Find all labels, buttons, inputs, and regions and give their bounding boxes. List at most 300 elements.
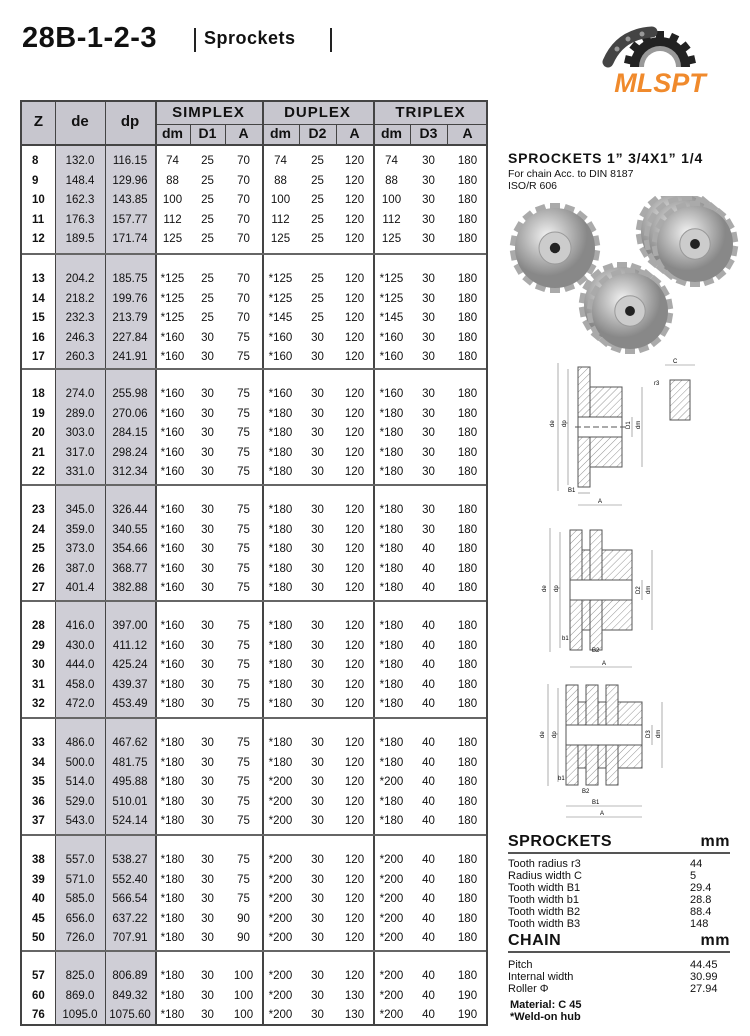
table-cell: 416.0	[65, 620, 95, 632]
table-row	[22, 309, 486, 329]
table-cell: 10	[32, 194, 45, 206]
table-cell: 120	[344, 504, 365, 516]
table-cell: *180	[268, 639, 293, 652]
table-cell: 120	[344, 543, 365, 555]
table-cell: *160	[160, 659, 185, 671]
table-cell: 112	[382, 213, 401, 226]
page-subtitle: Sprockets	[204, 28, 296, 48]
label-b1: B1	[568, 488, 576, 494]
table-row	[22, 579, 486, 599]
table-cell: 15	[32, 312, 45, 324]
table-row	[22, 348, 486, 368]
sprocket-photo	[510, 203, 600, 293]
table-cell: 40	[422, 562, 435, 575]
table-cell: 30	[311, 523, 324, 536]
table-cell: 495.88	[112, 776, 148, 788]
table-cell: *125	[379, 273, 404, 285]
table-cell: 75	[237, 582, 250, 594]
table-cell: 30	[311, 504, 324, 516]
table-row	[22, 754, 486, 774]
table-cell: 180	[457, 213, 478, 226]
table-cell: 180	[457, 756, 478, 769]
table-cell: 130	[344, 1009, 365, 1021]
table-cell: 524.14	[112, 815, 148, 827]
table-cell: 171.74	[112, 233, 148, 245]
table-row	[22, 695, 486, 715]
label-de: de	[540, 731, 546, 738]
table-cell: 180	[457, 639, 478, 652]
table-row	[22, 424, 486, 444]
table-cell: 22	[32, 466, 45, 478]
table-cell: *180	[160, 893, 185, 905]
table-cell: 30	[422, 194, 435, 206]
group-separator	[22, 253, 486, 255]
table-row	[22, 793, 486, 813]
table-cell: 75	[237, 388, 250, 400]
table-cell: 180	[457, 194, 478, 206]
table-cell: 656.0	[65, 912, 95, 925]
sprocket-photo	[652, 201, 738, 287]
table-cell: 303.0	[65, 427, 95, 439]
table-cell: 120	[344, 795, 365, 808]
label-a: A	[602, 661, 607, 667]
spec-value: 88.4	[690, 906, 712, 918]
table-cell: *160	[160, 446, 185, 459]
table-cell: 1075.60	[109, 1009, 151, 1021]
table-cell: 125	[270, 233, 291, 245]
table-cell: *160	[160, 620, 185, 632]
label-dp: dp	[554, 585, 560, 592]
table-cell: 31	[32, 678, 45, 691]
table-cell: 180	[457, 562, 478, 575]
table-cell: 298.24	[112, 446, 148, 459]
table-cell: 180	[457, 873, 478, 886]
table-cell: *200	[268, 873, 293, 886]
page-title: 28B-1-2-3	[22, 22, 158, 54]
table-cell: 180	[457, 427, 478, 439]
table-cell: 571.0	[65, 873, 95, 886]
table-cell: 76	[32, 1009, 45, 1021]
table-cell: 500.0	[65, 756, 95, 769]
table-cell: 30	[422, 446, 435, 459]
table-cell: 120	[344, 873, 365, 886]
label-a: A	[600, 811, 605, 817]
table-cell: 30	[201, 989, 214, 1002]
chain-spec	[508, 932, 730, 995]
table-cell: 19	[32, 407, 45, 420]
table-cell: 90	[237, 932, 250, 944]
table-cell: *180	[268, 466, 293, 478]
table-cell: *160	[160, 331, 185, 344]
table-cell: *145	[379, 312, 404, 324]
spec-value: 28.8	[690, 894, 712, 906]
brand-logo	[590, 22, 730, 97]
table-cell: *200	[379, 912, 404, 925]
table-cell: *160	[160, 407, 185, 420]
table-cell: *180	[160, 1009, 185, 1021]
table-cell: 213.79	[112, 312, 148, 324]
table-cell: 100	[233, 970, 254, 982]
table-cell: 382.88	[112, 582, 148, 594]
table-cell: *180	[379, 562, 404, 575]
table-cell: 30	[422, 273, 435, 285]
table-cell: 100	[381, 194, 402, 206]
table-cell: 40	[422, 543, 435, 555]
table-cell: *160	[160, 427, 185, 439]
table-cell: *160	[160, 639, 185, 652]
table-row	[22, 521, 486, 541]
table-cell: 25	[311, 292, 324, 305]
table-cell: 25	[311, 213, 324, 226]
header-de: de	[71, 113, 89, 130]
table-cell: 70	[237, 213, 250, 226]
table-cell: 538.27	[112, 854, 148, 866]
table-cell: *180	[268, 543, 293, 555]
table-cell: 120	[344, 523, 365, 536]
table-cell: 130	[344, 989, 365, 1002]
table-cell: 75	[237, 639, 250, 652]
table-cell: 425.24	[112, 659, 148, 671]
table-cell: 30	[201, 562, 214, 575]
table-cell: 40	[422, 893, 435, 905]
table-cell: 354.66	[112, 543, 148, 555]
table-row	[22, 444, 486, 464]
spec-value: 29.4	[690, 882, 712, 894]
table-cell: 60	[32, 989, 45, 1002]
table-cell: 246.3	[65, 331, 95, 344]
table-cell: 30	[201, 331, 214, 344]
subheader-dm: dm	[381, 125, 402, 141]
spec-label: Internal width	[508, 971, 574, 983]
table-cell: *125	[379, 292, 404, 305]
table-cell: *180	[160, 776, 185, 788]
table-cell: 30	[311, 331, 324, 344]
table-cell: 25	[201, 233, 214, 245]
table-cell: 90	[237, 912, 250, 925]
spec-value: 44.45	[690, 959, 718, 971]
table-cell: 88	[385, 174, 398, 187]
table-cell: 75	[237, 756, 250, 769]
spec-row	[508, 870, 730, 882]
table-cell: 74	[274, 155, 287, 167]
table-cell: *180	[160, 698, 185, 710]
table-cell: *125	[268, 292, 293, 305]
table-cell: *180	[268, 659, 293, 671]
spec-row	[508, 882, 730, 894]
table-cell: 180	[457, 776, 478, 788]
table-cell: 116.15	[112, 155, 148, 167]
table-row	[22, 851, 486, 871]
table-row	[22, 617, 486, 637]
table-cell: *180	[379, 795, 404, 808]
table-cell: *180	[379, 659, 404, 671]
table-cell: 30	[311, 795, 324, 808]
table-cell: 30	[32, 659, 45, 671]
table-cell: 30	[201, 466, 214, 478]
table-cell: 30	[201, 523, 214, 536]
table-cell: 30	[201, 1009, 214, 1021]
subheader-d3: D3	[419, 125, 438, 141]
table-cell: 30	[311, 1009, 324, 1021]
table-cell: 148.4	[65, 174, 95, 187]
table-cell: 30	[422, 213, 435, 226]
table-cell: 30	[201, 756, 214, 769]
table-cell: 180	[457, 659, 478, 671]
table-cell: 387.0	[65, 562, 95, 575]
table-cell: *125	[160, 312, 185, 324]
table-cell: 180	[457, 312, 478, 324]
table-cell: 30	[201, 407, 214, 420]
table-cell: 25	[311, 312, 324, 324]
spec-label: Tooth width B2	[508, 906, 581, 918]
table-cell: 25	[311, 194, 324, 206]
table-cell: 29	[32, 639, 45, 652]
subheader-a: A	[349, 125, 360, 141]
table-cell: 70	[237, 292, 250, 305]
label-d1: D1	[626, 421, 632, 429]
table-cell: 486.0	[65, 737, 95, 749]
table-cell: 30	[422, 292, 435, 305]
table-cell: 869.0	[65, 989, 95, 1002]
table-cell: 458.0	[65, 678, 95, 691]
spec-unit: mm	[700, 932, 730, 949]
table-cell: 30	[311, 659, 324, 671]
table-cell: 30	[422, 155, 435, 167]
table-cell: 36	[32, 795, 45, 808]
table-cell: 120	[344, 678, 365, 691]
table-cell: 25	[201, 213, 214, 226]
table-cell: 57	[32, 970, 45, 982]
group-separator	[22, 834, 486, 836]
table-cell: 30	[201, 815, 214, 827]
table-cell: 70	[237, 312, 250, 324]
table-cell: 30	[311, 562, 324, 575]
table-cell: 40	[422, 659, 435, 671]
table-cell: 30	[422, 407, 435, 420]
table-row	[22, 172, 486, 192]
label-a: A	[598, 499, 603, 505]
table-cell: *180	[379, 582, 404, 594]
table-cell: 40	[422, 815, 435, 827]
header-simplex: SIMPLEX	[172, 104, 245, 121]
table-cell: 74	[166, 155, 179, 167]
table-cell: *180	[268, 523, 293, 536]
iso-standard: ISO/R 606	[508, 180, 558, 192]
table-cell: 180	[457, 174, 478, 187]
table-cell: 30	[201, 504, 214, 516]
table-cell: 75	[237, 893, 250, 905]
table-cell: *180	[160, 912, 185, 925]
table-cell: *180	[379, 523, 404, 536]
divider	[330, 28, 332, 52]
table-cell: 726.0	[65, 932, 95, 944]
table-cell: 120	[344, 233, 365, 245]
table-cell: *125	[160, 292, 185, 305]
table-row	[22, 773, 486, 793]
table-cell: 30	[422, 523, 435, 536]
table-cell: 75	[237, 659, 250, 671]
table-cell: 274.0	[65, 388, 95, 400]
table-cell: 707.91	[112, 932, 148, 944]
table-cell: 255.98	[112, 388, 148, 400]
label-r3: r3	[654, 381, 660, 387]
table-cell: 25	[32, 543, 45, 555]
table-cell: 75	[237, 678, 250, 691]
table-cell: *180	[379, 407, 404, 420]
table-cell: 30	[311, 912, 324, 925]
table-cell: 40	[422, 795, 435, 808]
table-cell: 120	[344, 912, 365, 925]
table-cell: 453.49	[112, 698, 148, 710]
table-row	[22, 385, 486, 405]
table-row	[22, 676, 486, 696]
table-cell: 75	[237, 562, 250, 575]
table-cell: 120	[344, 737, 365, 749]
table-cell: 30	[311, 446, 324, 459]
table-row	[22, 560, 486, 580]
table-cell: *160	[379, 388, 404, 400]
table-cell: 40	[32, 893, 45, 905]
table-cell: 75	[237, 620, 250, 632]
chain-standard: For chain Acc. to DIN 8187	[508, 168, 634, 180]
table-cell: 359.0	[65, 523, 95, 536]
table-cell: 34	[32, 756, 45, 769]
table-cell: 345.0	[65, 504, 95, 516]
table-row	[22, 290, 486, 310]
table-cell: *180	[268, 446, 293, 459]
table-cell: 30	[422, 174, 435, 187]
table-cell: 120	[344, 620, 365, 632]
label-b1-small: b1	[558, 776, 565, 782]
table-cell: 39	[32, 873, 45, 886]
table-cell: 368.77	[112, 562, 148, 575]
table-row	[22, 152, 486, 172]
table-cell: 232.3	[65, 312, 95, 324]
table-cell: 30	[201, 388, 214, 400]
label-dp: dp	[552, 731, 558, 738]
table-cell: 30	[201, 873, 214, 886]
table-cell: 120	[344, 194, 365, 206]
table-cell: 190	[457, 989, 478, 1002]
table-cell: 30	[201, 582, 214, 594]
table-cell: *180	[160, 854, 185, 866]
table-cell: 180	[457, 912, 478, 925]
table-cell: 30	[201, 639, 214, 652]
table-cell: 1095.0	[62, 1009, 98, 1021]
table-cell: 120	[344, 854, 365, 866]
table-cell: 340.55	[112, 523, 148, 536]
table-cell: 40	[422, 639, 435, 652]
table-cell: 120	[344, 815, 365, 827]
table-cell: *160	[379, 351, 404, 363]
table-cell: 180	[457, 893, 478, 905]
sprocket-photos	[500, 196, 740, 354]
table-cell: 30	[311, 620, 324, 632]
table-cell: 162.3	[65, 194, 95, 206]
table-cell: 373.0	[65, 543, 95, 555]
table-cell: 25	[201, 155, 214, 167]
table-cell: 125	[381, 233, 402, 245]
table-cell: 24	[32, 523, 45, 536]
table-cell: *180	[268, 407, 293, 420]
table-cell: 30	[201, 932, 214, 944]
table-cell: 14	[32, 292, 45, 305]
table-cell: 30	[311, 932, 324, 944]
table-cell: 472.0	[65, 698, 95, 710]
group-separator	[22, 600, 486, 602]
group-separator	[22, 368, 486, 370]
table-cell: *160	[268, 331, 293, 344]
table-cell: 35	[32, 776, 45, 788]
table-cell: 20	[32, 427, 45, 439]
table-cell: 120	[344, 756, 365, 769]
table-cell: 120	[344, 407, 365, 420]
subheader-d1: D1	[198, 125, 217, 141]
table-cell: 180	[457, 795, 478, 808]
table-cell: *180	[379, 678, 404, 691]
table-cell: 37	[32, 815, 45, 827]
table-cell: *200	[268, 815, 293, 827]
table-cell: *180	[160, 932, 185, 944]
table-cell: 143.85	[112, 194, 148, 206]
table-cell: *180	[268, 737, 293, 749]
table-cell: *180	[268, 678, 293, 691]
table-cell: 180	[457, 504, 478, 516]
table-cell: *180	[268, 756, 293, 769]
table-cell: *160	[160, 351, 185, 363]
label-dm: dm	[636, 420, 642, 429]
table-row	[22, 463, 486, 483]
table-cell: 180	[457, 737, 478, 749]
spec-label: Tooth width b1	[508, 894, 579, 906]
label-b2: B2	[582, 789, 590, 795]
table-cell: 25	[311, 155, 324, 167]
table-cell: 70	[237, 233, 250, 245]
table-cell: 120	[344, 466, 365, 478]
table-cell: 30	[422, 504, 435, 516]
label-de: de	[550, 420, 556, 427]
table-cell: 806.89	[112, 970, 148, 982]
table-row	[22, 656, 486, 676]
table-cell: 50	[32, 932, 45, 944]
table-cell: 30	[311, 427, 324, 439]
group-separator	[22, 484, 486, 486]
table-cell: 30	[201, 776, 214, 788]
table-cell: 439.37	[112, 678, 148, 691]
table-cell: 40	[422, 854, 435, 866]
table-cell: 30	[201, 795, 214, 808]
table-cell: 312.34	[112, 466, 148, 478]
brand-logo-text: MLSPT	[614, 68, 706, 97]
table-cell: 30	[201, 737, 214, 749]
table-cell: *180	[268, 582, 293, 594]
subheader-dm: dm	[270, 125, 291, 141]
table-cell: 100	[162, 194, 183, 206]
table-cell: 30	[201, 351, 214, 363]
table-cell: *200	[268, 989, 293, 1002]
table-cell: 481.75	[112, 756, 148, 769]
spec-label: Tooth radius r3	[508, 858, 581, 870]
subheader-a: A	[462, 125, 473, 141]
spec-title: CHAIN	[508, 932, 562, 949]
table-cell: 120	[344, 155, 365, 167]
group-separator	[22, 950, 486, 952]
table-cell: 40	[422, 737, 435, 749]
spec-row	[508, 894, 730, 906]
table-cell: 23	[32, 504, 45, 516]
table-cell: 75	[237, 504, 250, 516]
table-cell: 120	[344, 331, 365, 344]
